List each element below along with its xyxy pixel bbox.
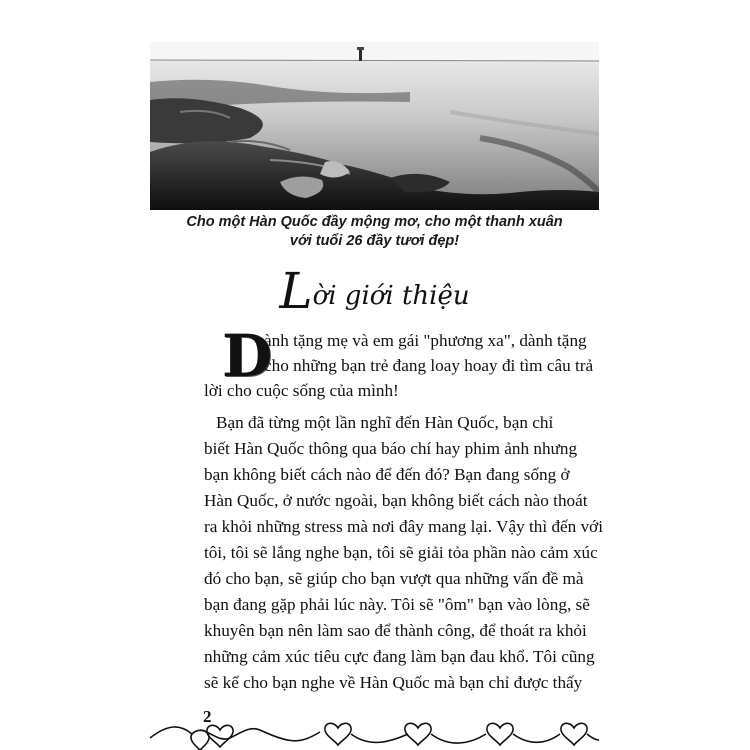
photo-caption <box>150 213 599 251</box>
body-line: khuyên bạn nên làm sao để thành công, để thoát ra khỏi <box>204 621 587 640</box>
body-line: Hàn Quốc, ở nước ngoài, bạn không biết cách nào thoát <box>204 491 588 510</box>
intro-line: lời cho cuộc sống của mình! <box>204 381 399 400</box>
body-line: sẽ kể cho bạn nghe về Hàn Quốc mà bạn chỉ được thấy <box>204 673 583 692</box>
heading-text: ời giới thiệu <box>312 281 470 311</box>
body-line: đó cho bạn, sẽ giúp cho bạn vượt qua những vấn đề mà <box>204 569 584 588</box>
intro-line: ành tặng mẹ và em gái "phương xa", dành tặng <box>264 331 587 350</box>
page-number: 2 <box>203 707 212 726</box>
body-line: bạn đang gặp phải lúc này. Tôi sẽ "ôm" bạn vào lòng, sẽ <box>204 595 590 614</box>
body-line: tôi, tôi sẽ lắng nghe bạn, tôi sẽ giải tỏa phần nào cảm xúc <box>204 543 598 562</box>
heart-border-ornament <box>150 720 599 750</box>
section-heading <box>150 262 599 320</box>
seascape-photo <box>150 42 599 210</box>
body-line: ra khỏi những stress mà nơi đây mang lại. Vậy thì đến với <box>204 517 604 536</box>
drop-cap: D <box>222 322 273 390</box>
body-line: bạn không biết cách nào để đến đó? Bạn đang sống ở <box>204 465 570 484</box>
body-line: Bạn đã từng một lần nghĩ đến Hàn Quốc, bạn chỉ <box>216 413 554 432</box>
caption-line: Cho một Hàn Quốc đầy mộng mơ, cho một thanh xuân <box>186 214 563 230</box>
body-line: những cảm xúc tiêu cực đang làm bạn đau khổ. Tôi cũng <box>204 647 595 666</box>
intro-line: cho những bạn trẻ đang loay hoay đi tìm câu trả <box>264 356 594 375</box>
caption-line: với tuổi 26 đầy tươi đẹp! <box>289 233 460 249</box>
body-line: biết Hàn Quốc thông qua báo chí hay phim ảnh nhưng <box>204 439 578 458</box>
seascape-illustration <box>150 42 599 210</box>
heading-initial: L <box>279 262 313 320</box>
